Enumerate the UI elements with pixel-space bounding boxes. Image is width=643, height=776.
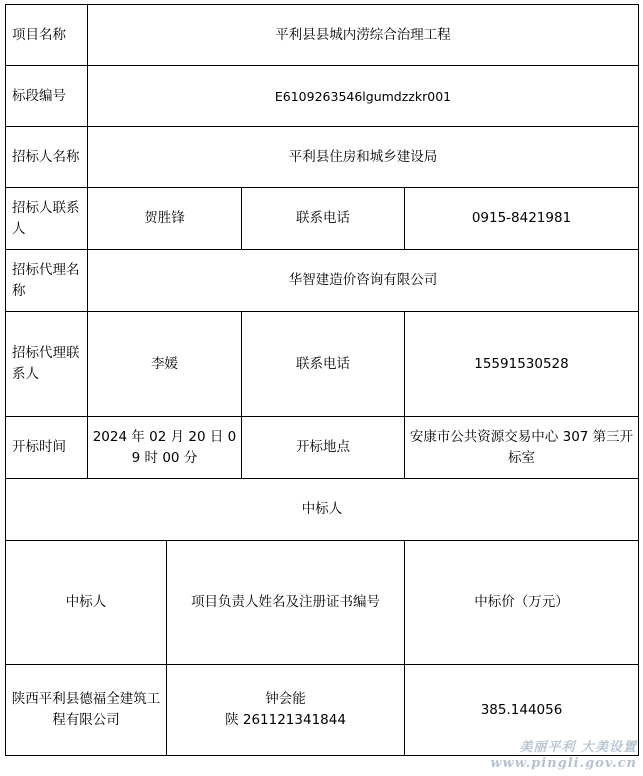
agency-phone-value: 15591530528 (405, 312, 639, 417)
row-open (6, 417, 639, 479)
tenderer-contact-value: 贺胜锋 (88, 188, 242, 250)
row-winner-section (6, 479, 639, 541)
tenderer-phone-label: 联系电话 (242, 188, 405, 250)
section-no-label: 标段编号 (6, 66, 88, 127)
agency-label: 招标代理名称 (6, 250, 88, 312)
project-name-label: 项目名称 (6, 5, 88, 66)
section-no-value: E6109263546lgumdzzkr001 (88, 66, 639, 127)
open-time-label: 开标时间 (6, 417, 88, 479)
tenderer-contact-label: 招标人联系人 (6, 188, 88, 250)
tenderer-value: 平利县住房和城乡建设局 (88, 127, 639, 188)
agency-contact-label: 招标代理联系人 (6, 312, 88, 417)
row-agency-contact (6, 312, 639, 417)
manager-cell (167, 665, 405, 756)
manager-cert: 陕 261121341844 (225, 712, 346, 728)
col-price-header: 中标价（万元） (405, 541, 639, 665)
manager-name: 钟会能 (265, 691, 306, 707)
site-watermark (490, 740, 637, 772)
tenderer-label: 招标人名称 (6, 127, 88, 188)
row-tenderer-contact (6, 188, 639, 250)
watermark-line1: 美丽平利 大美设置 (519, 740, 637, 755)
row-project-name (6, 5, 639, 66)
col-manager-header: 项目负责人姓名及注册证书编号 (167, 541, 405, 665)
col-winner-header: 中标人 (6, 541, 167, 665)
row-section-no (6, 66, 639, 127)
bid-result-table (5, 4, 639, 756)
project-name-value: 平利县县城内涝综合治理工程 (88, 5, 639, 66)
tenderer-phone-value: 0915-8421981 (405, 188, 639, 250)
open-time-value: 2024 年 02 月 20 日 09 时 00 分 (88, 417, 242, 479)
winner-section-title: 中标人 (6, 479, 639, 541)
row-tenderer (6, 127, 639, 188)
row-winner-header (6, 541, 639, 665)
open-place-value: 安康市公共资源交易中心 307 第三开标室 (405, 417, 639, 479)
open-place-label: 开标地点 (242, 417, 405, 479)
row-agency (6, 250, 639, 312)
agency-value: 华智建造价咨询有限公司 (88, 250, 639, 312)
winner-value: 陕西平利县德福全建筑工程有限公司 (6, 665, 167, 756)
price-value: 385.144056 (405, 665, 639, 756)
watermark-line2: www.pingli.gov.cn (490, 756, 637, 771)
agency-contact-value: 李媛 (88, 312, 242, 417)
agency-phone-label: 联系电话 (242, 312, 405, 417)
